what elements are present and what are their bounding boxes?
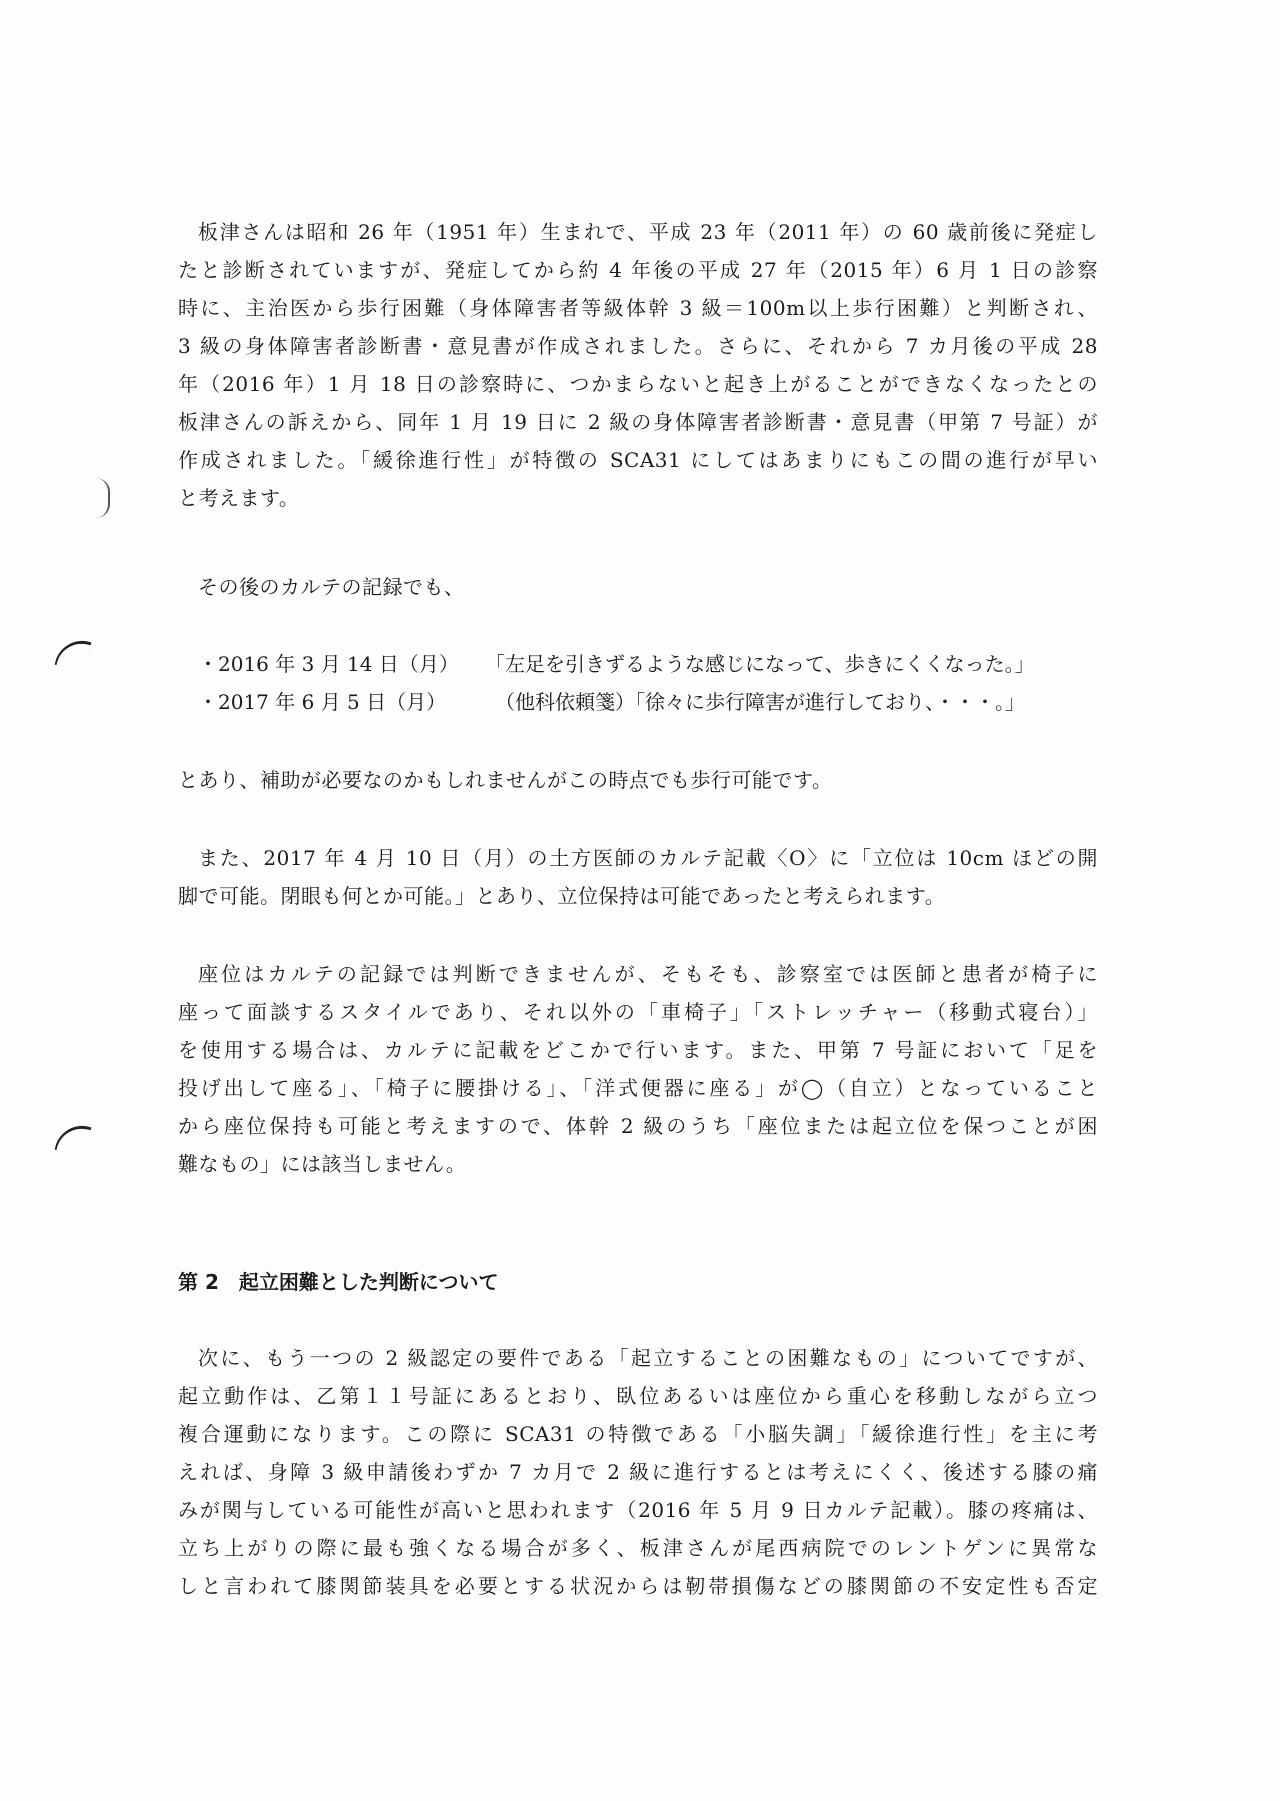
text-line: 投げ出して座る」、「椅子に腰掛ける」、「洋式便器に座る」が◯（自立）となっていること bbox=[178, 1076, 1098, 1100]
paragraph-3: とあり、補助が必要なのかもしれませんがこの時点でも歩行可能です。 bbox=[178, 768, 833, 792]
text-line: と考えます。 bbox=[178, 486, 300, 510]
text-line: みが関与している可能性が高いと思われます（2016 年 5 月 9 日カルテ記載）。膝の疼痛は、 bbox=[178, 1498, 1098, 1522]
text-line: 脚で可能。閉眼も何とか可能。」とあり、立位保持は可能であったと考えられます。 bbox=[178, 884, 946, 908]
text-line: 立ち上がりの際に最も強くなる場合が多く、板津さんが尾西病院でのレントゲンに異常な bbox=[178, 1536, 1098, 1560]
text-line: また、2017 年 4 月 10 日（月）の土方医師のカルテ記載〈O〉に「立位は 10cm ほどの開 bbox=[198, 846, 1098, 870]
text-line: 次に、もう一つの 2 級認定の要件である「起立することの困難なもの」についてですが、 bbox=[198, 1346, 1098, 1370]
text-line: 作成されました。「緩徐進行性」が特徴の SCA31 にしてはあまりにもこの間の進行が早い bbox=[178, 448, 1098, 472]
text-line: 複合運動になります。この際に SCA31 の特徴である「小脳失調」「緩徐進行性」を主に考 bbox=[178, 1422, 1098, 1446]
text-line: 起立動作は、乙第１１号証にあるとおり、臥位あるいは座位から重心を移動しながら立つ bbox=[178, 1384, 1098, 1408]
text-line: 時に、主治医から歩行困難（身体障害者等級体幹 3 級＝100m以上歩行困難）と判断され、 bbox=[178, 296, 1098, 320]
text-line: から座位保持も可能と考えますので、体幹 2 級のうち「座位または起立位を保つことが困 bbox=[178, 1114, 1098, 1138]
bullet-date: ・2017 年 6 月 5 日（月） bbox=[198, 690, 447, 714]
text-line: 板津さんは昭和 26 年（1951 年）生まれで、平成 23 年（2011 年）の 60 歳前後に発症し bbox=[198, 220, 1098, 244]
text-line: えれば、身障 3 級申請後わずか 7 カ月で 2 級に進行するとは考えにくく、後述する膝の痛 bbox=[178, 1460, 1098, 1484]
binder-mark bbox=[96, 478, 110, 518]
bullet-quote: 「左足を引きずるような感じになって、歩きにくくなった。」 bbox=[485, 652, 1035, 676]
text-line: 座位はカルテの記録では判断できませんが、そもそも、診察室では医師と患者が椅子に bbox=[198, 962, 1098, 986]
punch-hole-mark-top bbox=[54, 635, 91, 673]
text-line: 年（2016 年）1 月 18 日の診察時に、つかまらないと起き上がることができなくなったとの bbox=[178, 372, 1098, 396]
paragraph-2: その後のカルテの記録でも、 bbox=[198, 575, 465, 599]
bullet-date: ・2016 年 3 月 14 日（月） bbox=[198, 652, 459, 676]
punch-hole-mark-bottom bbox=[54, 1120, 91, 1158]
bullet-quote: （他科依頼箋）「徐々に歩行障害が進行しており、・・・。」 bbox=[495, 690, 1025, 714]
text-line: しと言われて膝関節装具を必要とする状況からは靭帯損傷などの膝関節の不安定性も否定 bbox=[178, 1574, 1098, 1598]
text-line: 3 級の身体障害者診断書・意見書が作成されました。さらに、それから 7 カ月後の平成 28 bbox=[178, 334, 1098, 358]
text-line: を使用する場合は、カルテに記載をどこかで行います。また、甲第 7 号証において「足を bbox=[178, 1038, 1098, 1062]
text-line: 難なもの」には該当しません。 bbox=[178, 1152, 467, 1176]
section-heading: 第 2 起立困難とした判断について bbox=[178, 1270, 499, 1294]
text-line: 板津さんの訴えから、同年 1 月 19 日に 2 級の身体障害者診断書・意見書（甲第 7 号証）が bbox=[178, 410, 1098, 434]
text-line: 座って面談するスタイルであり、それ以外の「車椅子」「ストレッチャー（移動式寝台）」 bbox=[178, 1000, 1098, 1024]
text-line: たと診断されていますが、発症してから約 4 年後の平成 27 年（2015 年）6 月 1 日の診察 bbox=[178, 258, 1098, 282]
